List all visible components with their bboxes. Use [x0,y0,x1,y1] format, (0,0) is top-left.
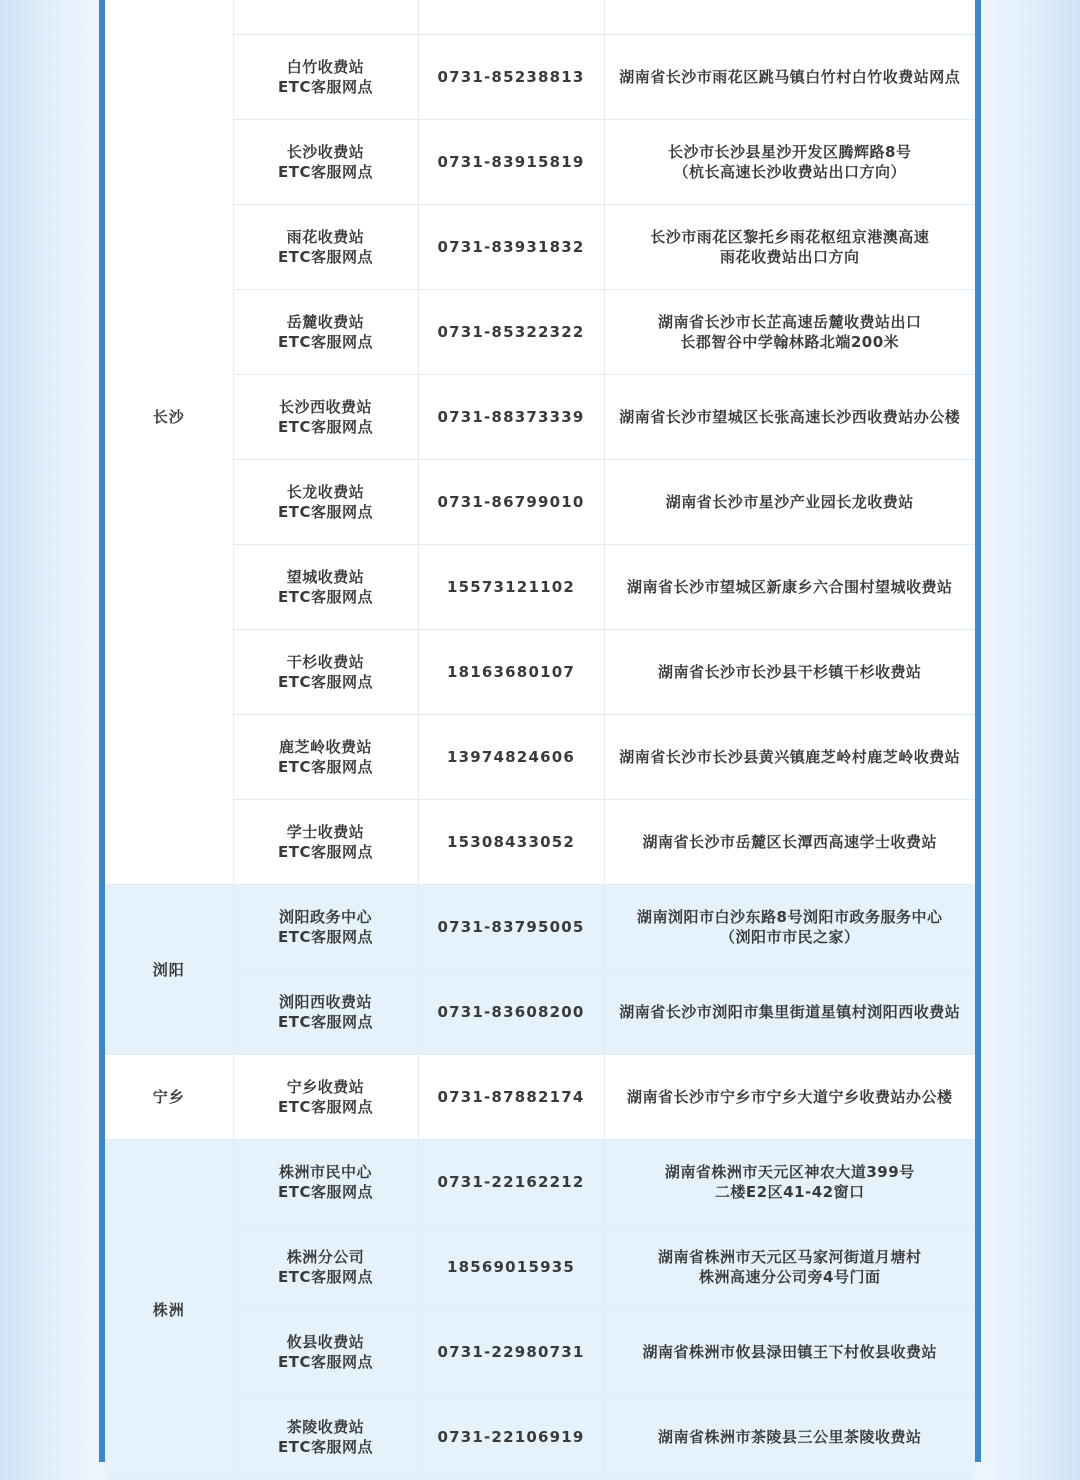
cell-line: ETC客服网点 [278,1353,373,1371]
cell-line: 株洲分公司 [286,1248,365,1266]
phone-cell: 0731-22980731 [418,1310,604,1395]
cell-line: （杭长高速长沙收费站出口方向） [673,163,906,181]
address-cell [604,0,975,35]
table-row [105,800,975,885]
cell-line: 长沙收费站 [286,143,365,161]
cell-line: ETC客服网点 [278,843,373,861]
cell-line: ETC客服网点 [278,163,373,181]
table-row [105,205,975,290]
address-cell [604,35,975,120]
table-row [105,375,975,460]
table-row [105,885,975,970]
address-cell [604,1225,975,1310]
address-cell [604,1310,975,1395]
cell-line: ETC客服网点 [278,1098,373,1116]
address-cell [604,205,975,290]
cell-line: 株洲高速分公司旁4号门面 [699,1268,881,1286]
cell-line: ETC客服网点 [278,1013,373,1031]
cell-line: 宁乡收费站 [286,1078,365,1096]
cell-line: 湖南省长沙市浏阳市集里街道星镇村浏阳西收费站 [619,1003,961,1021]
table-row [105,545,975,630]
table-row [105,1055,975,1140]
table-row [105,290,975,375]
cell-line: 湖南省株洲市茶陵县三公里茶陵收费站 [657,1428,922,1446]
address-cell [604,290,975,375]
cell-line: ETC客服网点 [278,758,373,776]
cell-line: 干杉收费站 [286,653,365,671]
table-row [105,1140,975,1225]
cell-line [240,0,412,2]
phone-cell: 0731-22162212 [418,1140,604,1225]
table-row [105,1225,975,1310]
phone-cell: 0731-87882174 [418,1055,604,1140]
table-row [105,970,975,1055]
cell-line: 攸县收费站 [286,1333,365,1351]
address-cell [604,1055,975,1140]
table-row [105,120,975,205]
cell-line: 湖南浏阳市白沙东路8号浏阳市政务服务中心 [637,908,943,926]
cell-line: ETC客服网点 [278,1183,373,1201]
cell-line: 浏阳政务中心 [278,908,372,926]
phone-cell [418,0,604,35]
cell-line: ETC客服网点 [278,418,373,436]
cell-line: 湖南省长沙市长芷高速岳麓收费站出口 [657,313,922,331]
phone-cell: 0731-83915819 [418,120,604,205]
station-name-cell [233,1225,418,1310]
cell-line: 湖南省长沙市望城区新康乡六合围村望城收费站 [626,578,953,596]
cell-line: 湖南省长沙市望城区长张高速长沙西收费站办公楼 [619,408,961,426]
cell-line: 望城收费站 [286,568,365,586]
table-row [105,0,975,35]
cell-line: 湖南省株洲市天元区神农大道399号 [664,1163,915,1181]
phone-cell: 0731-85238813 [418,35,604,120]
table-row [105,715,975,800]
etc-service-table [105,0,975,1480]
phone-cell: 18569015935 [418,1225,604,1310]
address-cell [604,375,975,460]
cell-line: 学士收费站 [286,823,365,841]
address-cell [604,545,975,630]
address-cell [604,120,975,205]
cell-line: 长龙收费站 [286,483,365,501]
station-name-cell [233,205,418,290]
cell-line: 湖南省株洲市攸县渌田镇王下村攸县收费站 [642,1343,937,1361]
cell-line: ETC客服网点 [278,1438,373,1456]
cell-line: ETC客服网点 [278,1268,373,1286]
phone-cell: 0731-86799010 [418,460,604,545]
cell-line: 长沙西收费站 [278,398,372,416]
station-name-cell [233,545,418,630]
table-row [105,630,975,715]
station-name-cell [233,0,418,35]
cell-line: 湖南省长沙市长沙县干杉镇干杉收费站 [657,663,922,681]
station-name-cell [233,630,418,715]
cell-line: 浏阳西收费站 [278,993,372,1011]
cell-line: 雨花收费站 [286,228,365,246]
address-cell [604,1140,975,1225]
cell-line: 长沙市长沙县星沙开发区腾辉路8号 [668,143,912,161]
phone-cell: 0731-83931832 [418,205,604,290]
cell-line: ETC客服网点 [278,78,373,96]
station-name-cell [233,970,418,1055]
station-name-cell [233,375,418,460]
station-name-cell [233,1395,418,1480]
phone-cell: 0731-85322322 [418,290,604,375]
station-name-cell [233,800,418,885]
city-cell: 宁乡 [105,1055,233,1140]
cell-line: ETC客服网点 [278,248,373,266]
phone-cell: 0731-22106919 [418,1395,604,1480]
phone-cell: 0731-88373339 [418,375,604,460]
city-cell: 浏阳 [105,885,233,1055]
cell-line: 湖南省长沙市雨花区跳马镇白竹村白竹收费站网点 [619,68,961,86]
address-cell [604,970,975,1055]
station-name-cell [233,885,418,970]
table-row [105,1395,975,1480]
cell-line: 二楼E2区41-42窗口 [714,1183,865,1201]
phone-cell: 18163680107 [418,630,604,715]
address-cell [604,630,975,715]
phone-cell: 15573121102 [418,545,604,630]
station-name-cell [233,1140,418,1225]
city-cell: 株洲 [105,1140,233,1480]
cell-line: 湖南省长沙市长沙县黄兴镇鹿芝岭村鹿芝岭收费站 [619,748,961,766]
cell-line [611,0,970,2]
address-cell [604,885,975,970]
cell-line: （浏阳市市民之家） [719,928,860,946]
cell-line: 湖南省长沙市岳麓区长潭西高速学士收费站 [642,833,937,851]
cell-line: ETC客服网点 [278,928,373,946]
cell-line: 湖南省长沙市宁乡市宁乡大道宁乡收费站办公楼 [626,1088,953,1106]
phone-cell: 13974824606 [418,715,604,800]
cell-line: ETC客服网点 [278,333,373,351]
cell-line: 湖南省长沙市星沙产业园长龙收费站 [665,493,914,511]
cell-line: 雨花收费站出口方向 [719,248,860,266]
phone-cell: 0731-83608200 [418,970,604,1055]
address-cell [604,715,975,800]
cell-line: 岳麓收费站 [286,313,365,331]
cell-line: 白竹收费站 [286,58,365,76]
address-cell [604,800,975,885]
address-cell [604,1395,975,1480]
cell-line: ETC客服网点 [278,588,373,606]
address-cell [604,460,975,545]
table-row [105,460,975,545]
cell-line: 长郡智谷中学翰林路北端200米 [680,333,900,351]
cell-line: ETC客服网点 [278,673,373,691]
table-frame-right [975,0,981,1462]
station-name-cell [233,1310,418,1395]
station-name-cell [233,1055,418,1140]
cell-line: 株洲市民中心 [278,1163,372,1181]
cell-line: 长沙市雨花区黎托乡雨花枢纽京港澳高速 [650,228,930,246]
table-row [105,1310,975,1395]
cell-line: 茶陵收费站 [286,1418,365,1436]
cell-line: 鹿芝岭收费站 [278,738,372,756]
station-name-cell [233,715,418,800]
cell-line: 湖南省株洲市天元区马家河街道月塘村 [657,1248,922,1266]
station-name-cell [233,290,418,375]
station-name-cell [233,35,418,120]
cell-line: ETC客服网点 [278,503,373,521]
phone-cell: 15308433052 [418,800,604,885]
phone-cell: 0731-83795005 [418,885,604,970]
station-name-cell [233,120,418,205]
city-cell: 长沙 [105,0,233,885]
table-row [105,35,975,120]
station-name-cell [233,460,418,545]
